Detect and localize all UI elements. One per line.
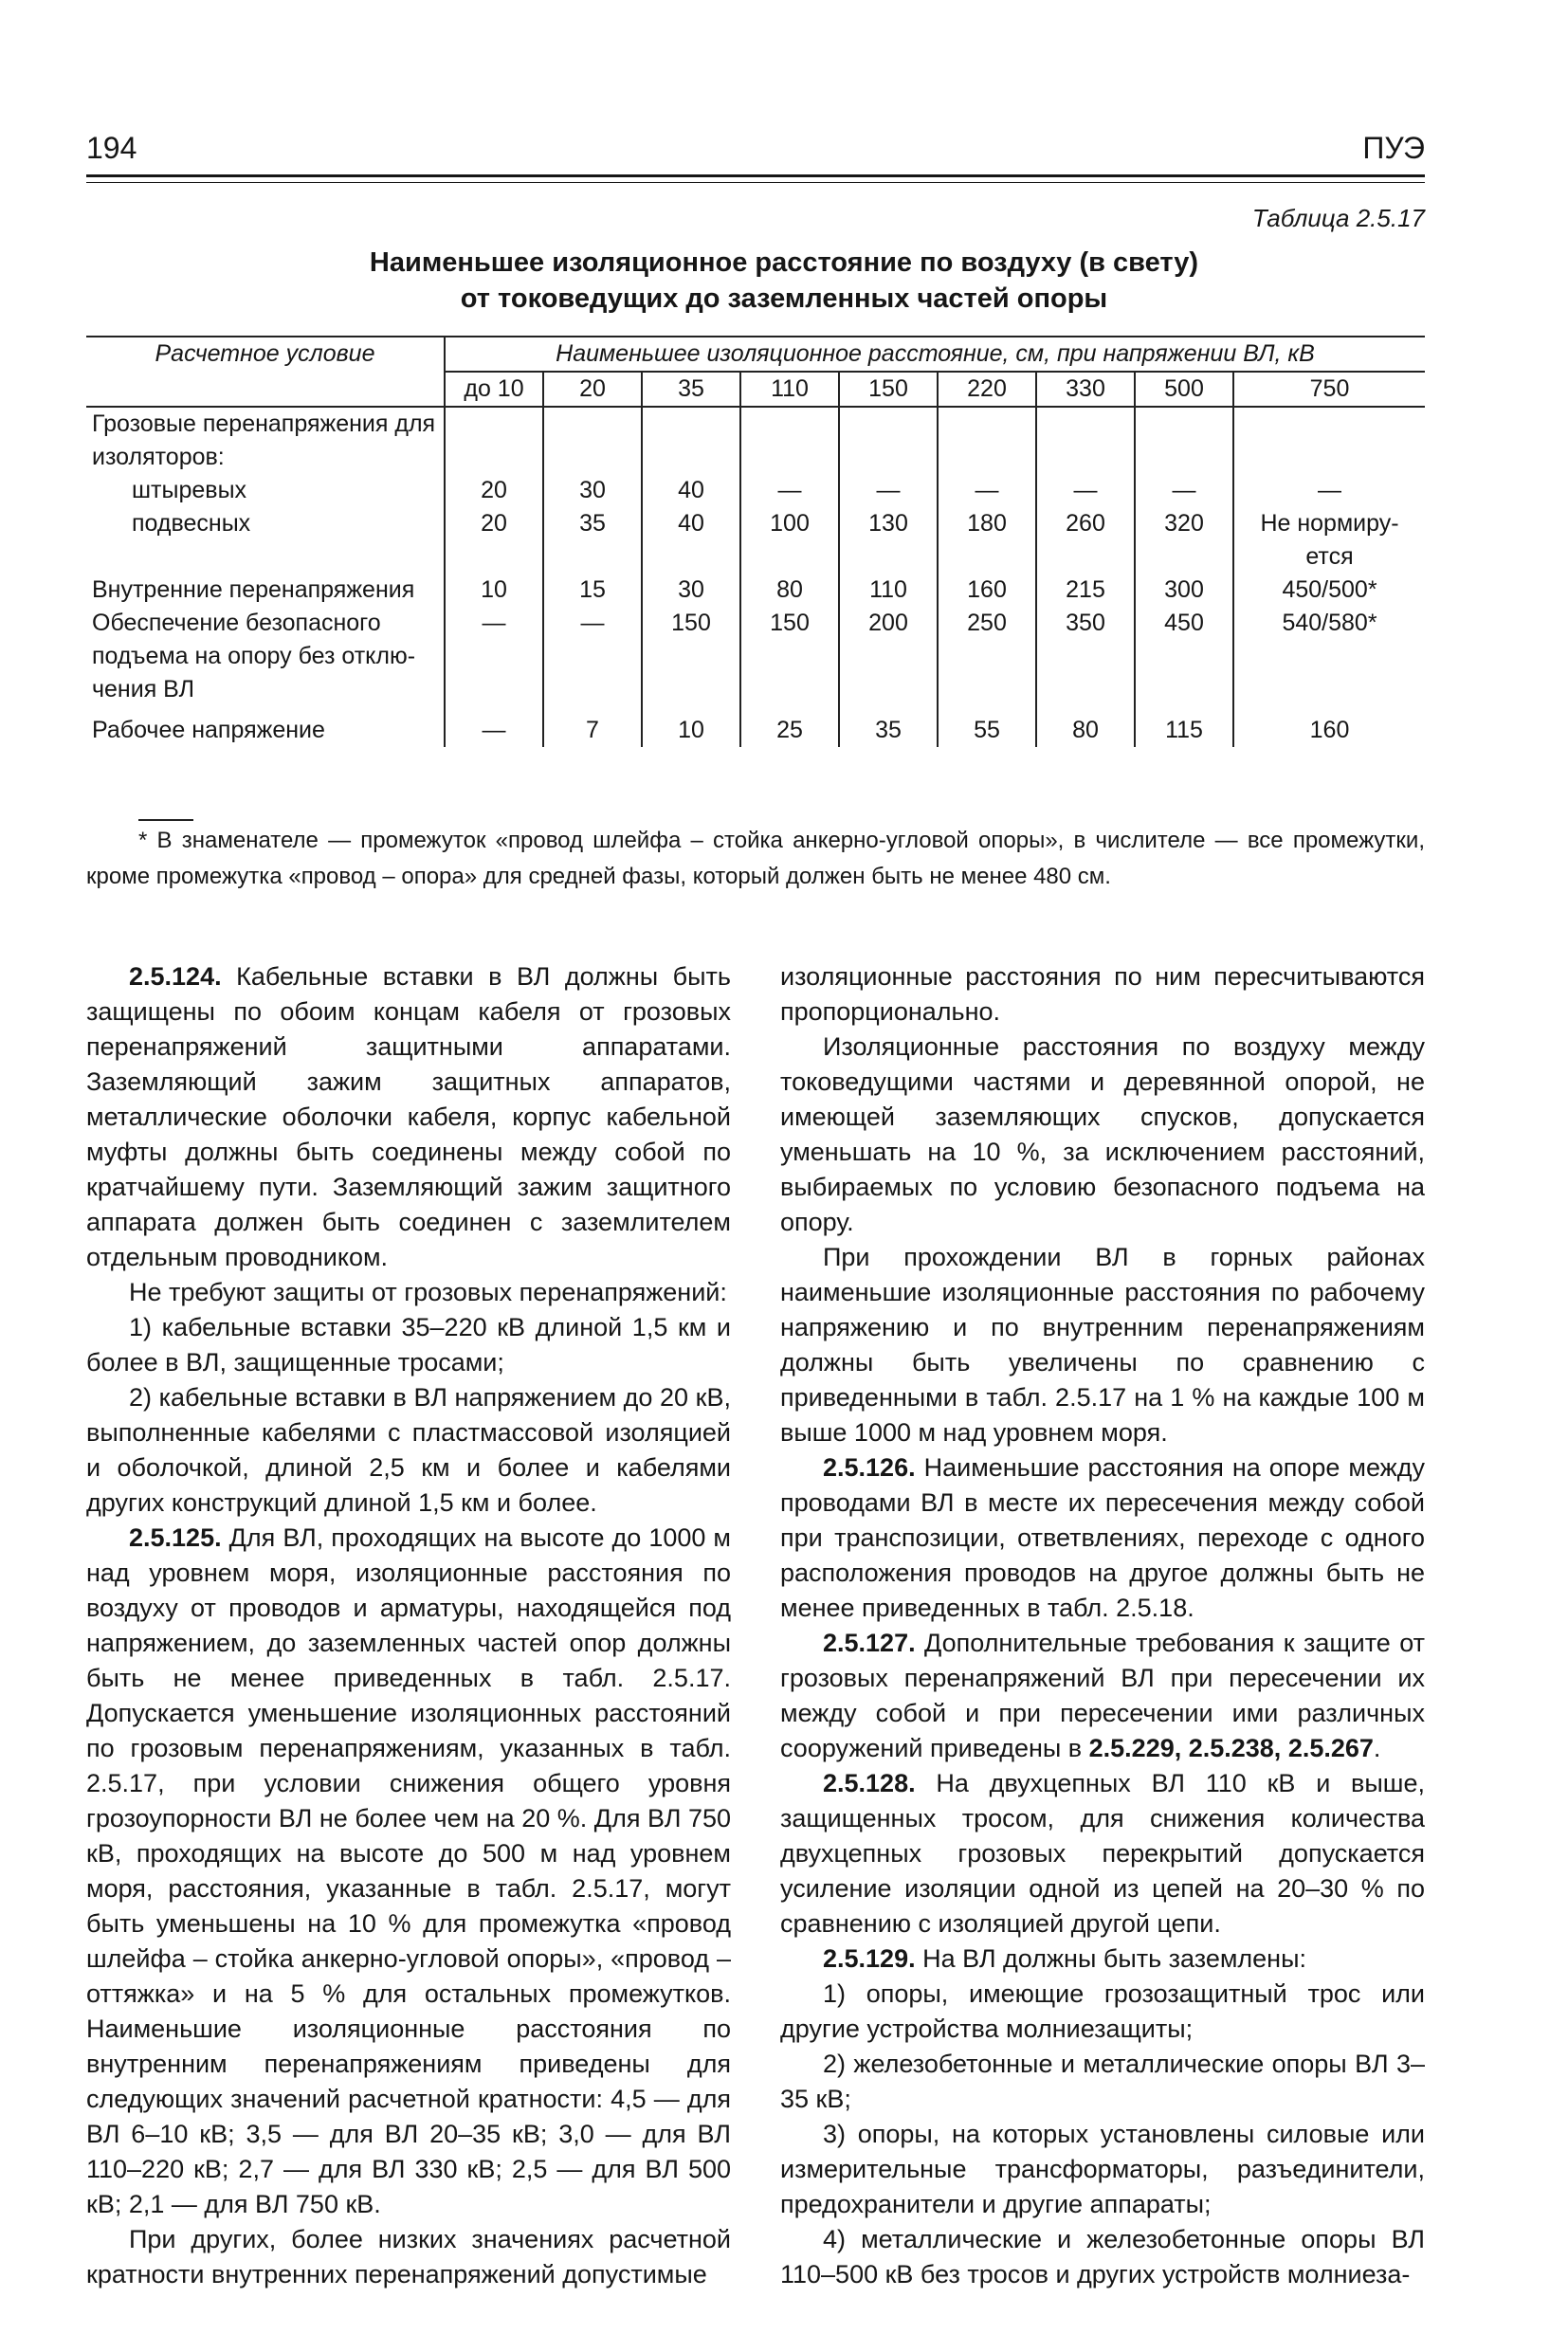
running-title: ПУЭ	[1362, 131, 1425, 165]
text-column-left	[86, 959, 731, 2292]
table-cell: —	[1135, 474, 1233, 507]
table-cell: —	[1233, 474, 1425, 507]
table-row	[86, 474, 1425, 507]
table-label: Таблица 2.5.17	[1251, 204, 1425, 232]
table-cell: 40	[642, 474, 740, 507]
paragraph	[780, 1626, 1425, 1766]
table-cell: 35	[543, 507, 642, 574]
voltage-header: 20	[543, 372, 642, 407]
paragraph	[86, 959, 731, 1275]
footnote-rule	[138, 819, 193, 821]
table-row	[86, 507, 1425, 574]
table-cell: 55	[938, 706, 1036, 747]
paragraph-text: На ВЛ должны быть заземлены:	[922, 1944, 1307, 1973]
table-cell: 450/500*	[1233, 574, 1425, 607]
table-cell: Не нормиру-ется	[1233, 507, 1425, 574]
table-cell: —	[938, 474, 1036, 507]
table-cell: 115	[1135, 706, 1233, 747]
paragraph-text: Для ВЛ, проходящих на высоте до 1000 м над уровнем моря, изоляционные расстояния по воздуху от проводов и арматуры, находящейся под напряжением, до заземленных частей опор должны быть не менее приведенных в табл. 2.5.17. Допускается уменьшение изоляционных расстояний по грозовым перенапряжениям, указанных в табл. 2.5.17, при условии снижения общего уровня грозоупорности ВЛ не более чем на 20 %. Для ВЛ 750 кВ, проходящих на высоте до 500 м над уровнем моря, расстояния, указанные в табл. 2.5.17, могут быть уменьшены на 10 % для промежутка «провод шлейфа – стойка анкерно-угловой опоры», «провод – оттяжка» и на 5 % для остальных промежутков. Наименьшие изоляционные расстояния по внутренним перенапряжениям приведены для следующих значений расчетной кратности: 4,5 — для ВЛ 6–10 кВ; 3,5 — для ВЛ 20–35 кВ; 3,0 — для ВЛ 110–220 кВ; 2,7 — для ВЛ 330 кВ; 2,5 — для ВЛ 500 кВ; 2,1 — для ВЛ 750 кВ.	[86, 1523, 731, 2218]
table-cell: 35	[839, 706, 938, 747]
table-cell: 450	[1135, 607, 1233, 706]
list-item: 2) кабельные вставки в ВЛ напряжением до 20 кВ, выполненные кабелями с пластмассовой изоляцией и оболочкой, длиной 2,5 км и более и кабелями других конструкций длиной 1,5 км и более.	[86, 1383, 731, 1517]
list-item: 2) железобетонные и металлические опоры ВЛ 3–35 кВ;	[780, 2050, 1425, 2113]
distance-header: Наименьшее изоляционное расстояние, см, при напряжении ВЛ, кВ	[445, 337, 1425, 372]
section-number: 2.5.127.	[823, 1629, 916, 1657]
list-item: 3) опоры, на которых установлены силовые или измерительные трансформаторы, разъединители, предохранители и другие аппараты;	[780, 2120, 1425, 2218]
table-cell: 25	[740, 706, 839, 747]
table-cell: 160	[938, 574, 1036, 607]
table-title-line: от токоведущих до заземленных частей опоры	[460, 283, 1108, 314]
table-cell: —	[1036, 474, 1135, 507]
list-item: 1) кабельные вставки 35–220 кВ длиной 1,5 км и более в ВЛ, защищенные тросами;	[86, 1313, 731, 1377]
table-cell: 350	[1036, 607, 1135, 706]
header-rule-thin	[86, 182, 1425, 183]
paragraph: изоляционные расстояния по ним пересчитываются пропорционально.	[780, 962, 1425, 1026]
voltage-header: 150	[839, 372, 938, 407]
paragraph-text: Наименьшие расстояния на опоре между проводами ВЛ в месте их пересечения между собой при транспозиции, ответвлениях, переходе с одного расположения проводов на другое должны быть не менее приведенных в табл. 2.5.18.	[780, 1453, 1425, 1622]
table-cell: 260	[1036, 507, 1135, 574]
text-column-right	[780, 959, 1425, 2292]
table-cell: —	[445, 607, 543, 706]
table-cell: 80	[1036, 706, 1135, 747]
paragraph	[780, 1942, 1425, 1977]
table-cell: 320	[1135, 507, 1233, 574]
table-cell: —	[839, 474, 938, 507]
table-cell: 40	[642, 507, 740, 574]
clearance-table	[86, 336, 1425, 747]
table-title	[0, 245, 1568, 317]
table-cell: 150	[642, 607, 740, 706]
voltage-header: 35	[642, 372, 740, 407]
voltage-header: 500	[1135, 372, 1233, 407]
table-cell: 250	[938, 607, 1036, 706]
row-label: подвесных	[132, 510, 251, 537]
table-row	[86, 407, 1425, 474]
table-cell: 10	[642, 706, 740, 747]
paragraph-end: .	[1373, 1734, 1381, 1762]
row-label: штыревых	[132, 477, 247, 503]
paragraph	[86, 1521, 731, 2222]
voltage-header: 750	[1233, 372, 1425, 407]
section-number: 2.5.128.	[823, 1769, 916, 1797]
paragraph-text: Дополнительные требования к защите от грозовых перенапряжений ВЛ при пересечении их между собой и при пересечении ими различных сооружений приведены в	[780, 1629, 1425, 1762]
table-cell: 180	[938, 507, 1036, 574]
page-number: 194	[86, 131, 137, 165]
table-cell: 100	[740, 507, 839, 574]
table-row	[86, 607, 1425, 706]
paragraph: При других, более низких значениях расчетной кратности внутренних перенапряжений допустимые	[86, 2225, 731, 2288]
page-header	[86, 123, 1425, 180]
table-cell: —	[740, 474, 839, 507]
section-number: 2.5.126.	[823, 1453, 916, 1482]
table-cell: 15	[543, 574, 642, 607]
voltage-header: 330	[1036, 372, 1135, 407]
table-cell: 10	[445, 574, 543, 607]
cross-reference: 2.5.229, 2.5.238, 2.5.267	[1088, 1734, 1374, 1762]
row-label: Грозовые перенапряжения для изоляторов:	[92, 410, 436, 470]
condition-header: Расчетное условие	[86, 337, 445, 407]
table-cell: 150	[740, 607, 839, 706]
paragraph: При прохождении ВЛ в горных районах наименьшие изоляционные расстояния по рабочему напряжению и по внутренним перенапряжениям должны быть увеличены по сравнению с приведенными в табл. 2.5.17 на 1 % на каждые 100 м выше 1000 м над уровнем моря.	[780, 1243, 1425, 1447]
table-cell: 130	[839, 507, 938, 574]
table-row	[86, 706, 1425, 747]
table-cell: 20	[445, 507, 543, 574]
paragraph: Не требуют защиты от грозовых перенапряжений:	[129, 1278, 727, 1306]
table-cell: 80	[740, 574, 839, 607]
row-label: Рабочее напряжение	[92, 717, 325, 743]
table-cell: 110	[839, 574, 938, 607]
table-cell: 30	[543, 474, 642, 507]
table-cell: 540/580*	[1233, 607, 1425, 706]
table-cell: —	[445, 706, 543, 747]
section-number: 2.5.124.	[129, 962, 222, 991]
paragraph	[780, 1766, 1425, 1942]
section-number: 2.5.125.	[129, 1523, 222, 1552]
row-label: Внутренние перенапряжения	[92, 576, 415, 603]
table-cell: 20	[445, 474, 543, 507]
table-cell: 160	[1233, 706, 1425, 747]
voltage-header: 220	[938, 372, 1036, 407]
section-number: 2.5.129.	[823, 1944, 916, 1973]
row-label: Обеспечение безопасного подъема на опору без отклю-чения ВЛ	[92, 610, 416, 702]
table-title-line: Наименьшее изоляционное расстояние по воздуху (в свету)	[369, 247, 1199, 278]
table-cell: 200	[839, 607, 938, 706]
table-cell: 300	[1135, 574, 1233, 607]
table-cell: —	[543, 607, 642, 706]
table-row	[86, 574, 1425, 607]
table-footnote: * В знаменателе — промежуток «провод шлейфа – стойка анкерно-угловой опоры», в числителе — все промежутки, кроме промежутка «провод – опора» для средней фазы, который должен быть не менее 480 см.	[86, 828, 1425, 889]
list-item: 1) опоры, имеющие грозозащитный трос или другие устройства молниезащиты;	[780, 1979, 1425, 2043]
paragraph: Изоляционные расстояния по воздуху между токоведущими частями и деревянной опорой, не имеющей заземляющих спусков, допускается уменьшать на 10 %, за исключением расстояний, выбираемых по условию безопасного подъема на опору.	[780, 1032, 1425, 1236]
list-item: 4) металлические и железобетонные опоры ВЛ 110–500 кВ без тросов и других устройств молниеза-	[780, 2225, 1425, 2288]
paragraph	[780, 1450, 1425, 1626]
table-cell: 7	[543, 706, 642, 747]
header-rule	[86, 174, 1425, 177]
table-cell: 215	[1036, 574, 1135, 607]
paragraph-text: Кабельные вставки в ВЛ должны быть защищены по обоим концам кабеля от грозовых перенапряжений защитными аппаратами. Заземляющий зажим защитных аппаратов, металлические оболочки кабеля, корпус кабельной муфты должны быть соединены между собой по кратчайшему пути. Заземляющий зажим защитного аппарата должен быть соединен с заземлителем отдельным проводником.	[86, 962, 731, 1271]
voltage-header: до 10	[445, 372, 543, 407]
table-cell: 30	[642, 574, 740, 607]
voltage-header: 110	[740, 372, 839, 407]
paragraph-text: На двухцепных ВЛ 110 кВ и выше, защищенных тросом, для снижения количества двухцепных грозовых перекрытий допускается усиление изоляции одной из цепей на 20–30 % по сравнению с изоляцией другой цепи.	[780, 1769, 1425, 1938]
